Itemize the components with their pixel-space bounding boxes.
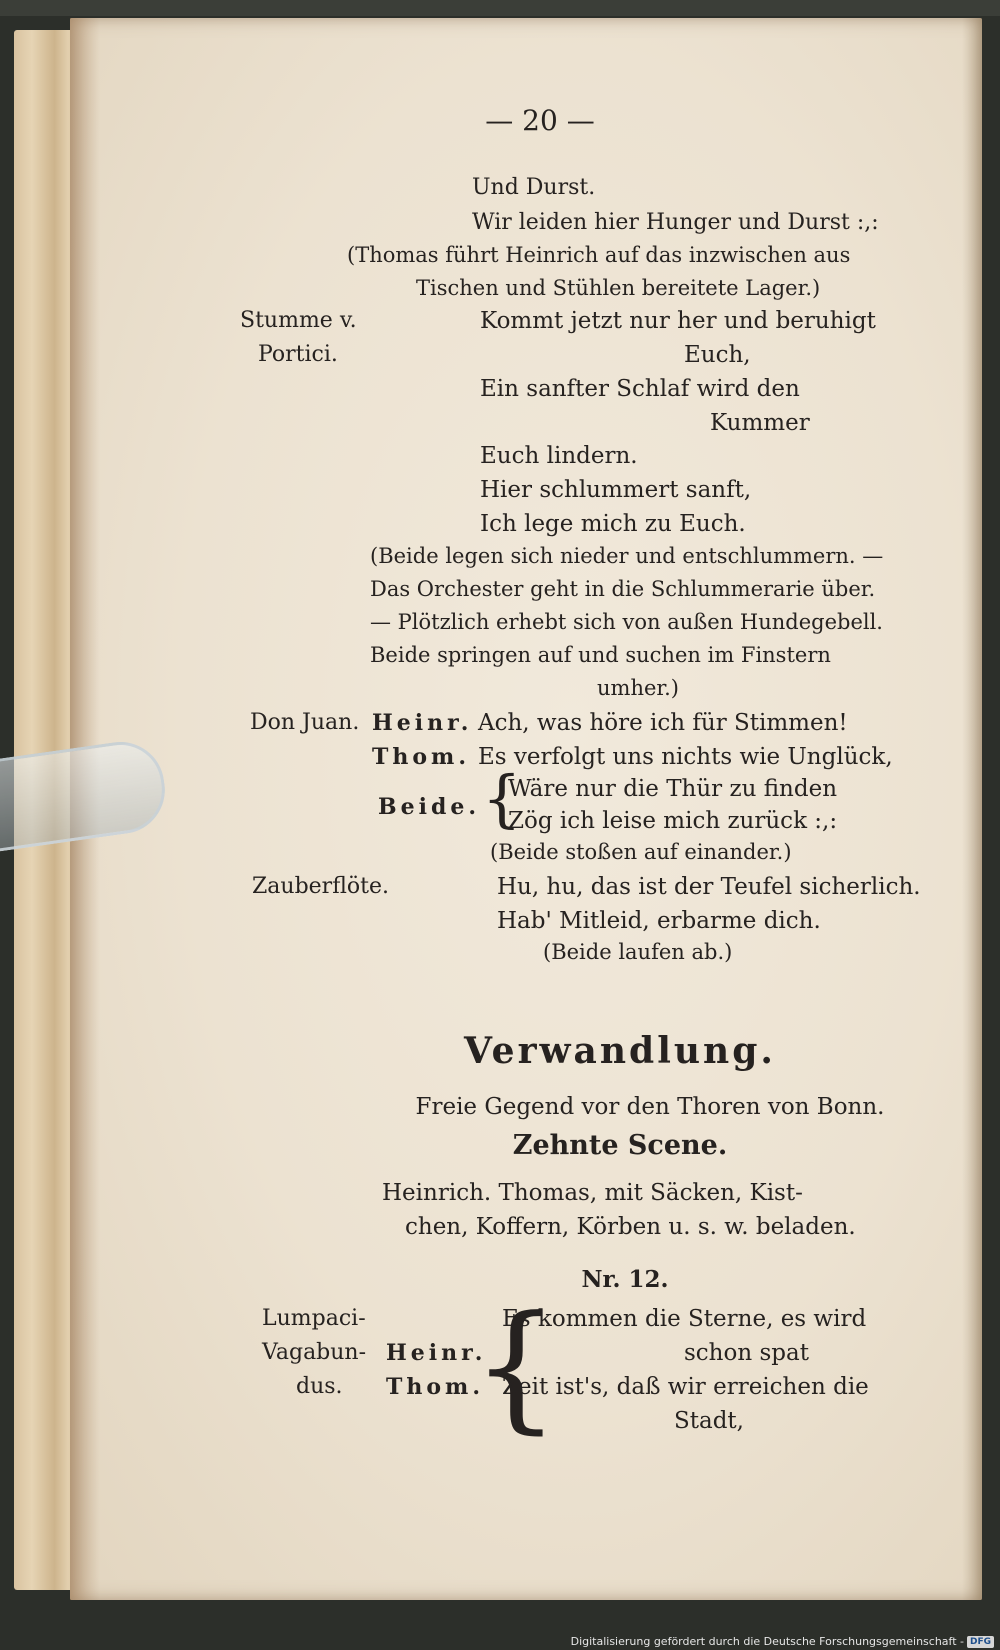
stage-direction: (Beide laufen ab.) bbox=[543, 940, 733, 964]
text-line: Ich lege mich zu Euch. bbox=[480, 511, 746, 537]
text-line: Und Durst. bbox=[472, 175, 596, 200]
section-heading: Verwandlung. bbox=[464, 1030, 776, 1072]
dfg-logo: DFG bbox=[967, 1636, 994, 1648]
text-line: Hier schlummert sanft, bbox=[480, 477, 752, 503]
text-line: Euch, bbox=[684, 342, 751, 368]
number-label: Nr. 12. bbox=[581, 1266, 669, 1293]
digitization-footer bbox=[571, 1635, 994, 1648]
margin-note: dus. bbox=[296, 1374, 343, 1399]
cast-line: chen, Koffern, Körben u. s. w. beladen. bbox=[405, 1214, 856, 1240]
text-line: Hab' Mitleid, erbarme dich. bbox=[497, 908, 821, 934]
footer-text: Digitalisierung gefördert durch die Deutsche Forschungsgemeinschaft - bbox=[570, 1635, 964, 1648]
brace-icon: { bbox=[482, 762, 522, 835]
stage-direction: — Plötzlich erhebt sich von außen Hundegebell. bbox=[370, 610, 883, 634]
text-line: Euch lindern. bbox=[480, 443, 638, 469]
scene-title: Zehnte Scene. bbox=[512, 1130, 728, 1161]
speaker-label: Beide. bbox=[378, 794, 480, 820]
speaker-label: Heinr. bbox=[386, 1340, 487, 1366]
song-line: Es kommen die Sterne, es wird bbox=[502, 1306, 867, 1332]
page-number: — 20 — bbox=[485, 104, 595, 137]
text-line: Zög ich leise mich zurück :,: bbox=[508, 808, 838, 834]
stage-direction: umher.) bbox=[597, 676, 679, 700]
text-line: Ein sanfter Schlaf wird den bbox=[480, 376, 800, 402]
song-line: schon spat bbox=[684, 1340, 809, 1366]
margin-note: Zauberflöte. bbox=[252, 874, 389, 899]
scan-background-top bbox=[0, 0, 1000, 16]
margin-note: Don Juan. bbox=[250, 710, 360, 735]
text-line: Kommt jetzt nur her und beruhigt bbox=[480, 308, 876, 334]
song-line: Stadt, bbox=[674, 1408, 744, 1434]
speaker-label: Heinr. bbox=[372, 710, 473, 736]
text-line: Ach, was höre ich für Stimmen! bbox=[478, 710, 848, 736]
stage-direction: (Beide legen sich nieder und entschlummern. — bbox=[370, 544, 884, 568]
margin-note: Portici. bbox=[258, 342, 338, 367]
stage-direction: (Thomas führt Heinrich auf das inzwischen aus bbox=[347, 243, 851, 267]
margin-note: Stumme v. bbox=[240, 308, 357, 333]
page-right-edge bbox=[962, 18, 982, 1600]
margin-note: Lumpaci- bbox=[262, 1306, 366, 1331]
stage-direction: Tischen und Stühlen bereitete Lager.) bbox=[416, 276, 821, 300]
brace-icon: { bbox=[472, 1286, 560, 1447]
margin-note: Vagabun- bbox=[262, 1340, 367, 1365]
stage-direction: (Beide stoßen auf einander.) bbox=[490, 840, 792, 864]
speaker-label: Thom. bbox=[372, 744, 470, 770]
stage-direction: Das Orchester geht in die Schlummerarie über. bbox=[370, 577, 876, 601]
cast-line: Heinrich. Thomas, mit Säcken, Kist- bbox=[382, 1180, 803, 1206]
text-line: Kummer bbox=[710, 410, 810, 436]
stage-direction: Beide springen auf und suchen im Finstern bbox=[370, 643, 831, 667]
text-line: Wäre nur die Thür zu finden bbox=[508, 776, 838, 802]
setting-line: Freie Gegend vor den Thoren von Bonn. bbox=[415, 1094, 885, 1120]
song-line: Zeit ist's, daß wir erreichen die bbox=[502, 1374, 869, 1400]
text-line: Hu, hu, das ist der Teufel sicherlich. bbox=[497, 874, 921, 900]
text-line: Es verfolgt uns nichts wie Unglück, bbox=[478, 744, 893, 770]
speaker-label: Thom. bbox=[386, 1374, 484, 1400]
text-line: Wir leiden hier Hunger und Durst :,: bbox=[472, 210, 879, 235]
